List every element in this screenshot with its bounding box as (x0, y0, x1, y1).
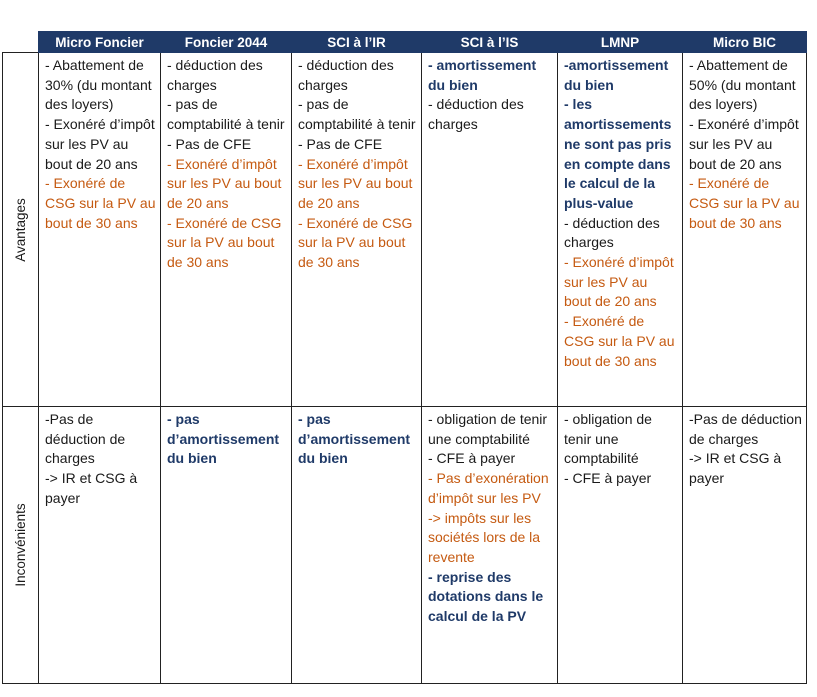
cell-entry: - Pas de CFE (167, 135, 252, 152)
cell-entry: - Exonéré de CSG sur la PV au bout de 30 ans (167, 214, 282, 271)
cell (683, 53, 807, 407)
cell (422, 53, 558, 407)
cell-entry: - pas d’amortissement du bien (167, 411, 280, 467)
cell-entry: -Pas de déduction de charges (689, 411, 802, 447)
cell (292, 407, 422, 684)
cell-entry: - obligation de tenir une comptabilité (428, 411, 548, 447)
cell-entry: - les amortissements ne sont pas pris en compte dans le calcul de la plus-value (564, 96, 672, 211)
cell (39, 53, 161, 407)
cell-entry: - déduction des charges (298, 57, 394, 93)
cell-entry: - Exonéré de CSG sur la PV au bout de 30 ans (298, 214, 413, 271)
row-label-avantages: Avantages (12, 197, 28, 262)
row-label-inconvenients: Inconvénients (12, 503, 28, 587)
column-header-micro-foncier: Micro Foncier (39, 32, 161, 53)
cell (422, 407, 558, 684)
cell (558, 53, 683, 407)
cell-entry: - reprise des dotations dans le calcul de la PV (428, 568, 544, 625)
row-avantages (3, 53, 807, 407)
cell-entry: - pas d’amortissement du bien (298, 411, 411, 467)
cell-entry: - Exonéré d’impôt sur les PV au bout de 20 ans (689, 116, 799, 172)
row-label-cell (3, 407, 39, 684)
cell-entry: - pas de comptabilité à tenir (167, 96, 285, 133)
cell-entry: - Abattement de 50% (du montant des loyers) (689, 57, 796, 113)
cell-entry: - Exonéré de CSG sur la PV au bout de 30 ans (45, 175, 156, 231)
cell (39, 407, 161, 684)
cell-entry: - Pas d’exonération d’impôt sur les PV (428, 470, 549, 506)
cell-entry: - amortissement du bien (428, 57, 537, 93)
cell-entry: - Exonéré d’impôt sur les PV au bout de 20 ans (564, 254, 674, 310)
cell-entry: -amortissement du bien (564, 57, 669, 93)
cell-entry: - Exonéré de CSG sur la PV au bout de 30 ans (689, 175, 800, 231)
cell-entry: - déduction des charges (167, 57, 263, 93)
cell-entry: - CFE à payer (428, 450, 516, 467)
cell-entry: -> impôts sur les sociétés lors de la revente (428, 509, 541, 565)
header-row (3, 32, 807, 53)
column-header-sci-is: SCI à l’IS (422, 32, 558, 53)
cell (683, 407, 807, 684)
cell-entry: -Pas de déduction de charges (45, 411, 126, 467)
cell (161, 53, 292, 407)
cell-entry: - CFE à payer (564, 470, 652, 487)
cell-entry: - déduction des charges (428, 96, 524, 133)
cell-entry: - Exonéré d’impôt sur les PV au bout de 20 ans (167, 155, 282, 211)
cell (558, 407, 683, 684)
row-inconvenients (3, 407, 807, 684)
cell (161, 407, 292, 684)
column-header-micro-bic: Micro BIC (683, 32, 807, 53)
cell-entry: - Exonéré de CSG sur la PV au bout de 30 ans (564, 313, 675, 369)
cell-entry: - Exonéré d’impôt sur les PV au bout de 20 ans (298, 155, 413, 211)
corner-cell (3, 32, 39, 53)
column-header-foncier-2044: Foncier 2044 (161, 32, 292, 53)
cell-entry: - Exonéré d’impôt sur les PV au bout de 20 ans (45, 116, 155, 172)
cell-entry: -> IR et CSG à payer (45, 470, 138, 506)
cell-entry: - Abattement de 30% (du montant des loyers) (45, 57, 152, 113)
cell-entry: - Pas de CFE (298, 135, 383, 152)
cell-entry: - pas de comptabilité à tenir (298, 96, 416, 133)
cell-entry: -> IR et CSG à payer (689, 450, 782, 487)
row-label-cell (3, 53, 39, 407)
cell-entry: - déduction des charges (564, 214, 660, 251)
cell-entry: - obligation de tenir une comptabilité (564, 411, 652, 467)
comparison-table (2, 31, 807, 684)
column-header-sci-ir: SCI à l’IR (292, 32, 422, 53)
column-header-lmnp: LMNP (558, 32, 683, 53)
cell (292, 53, 422, 407)
